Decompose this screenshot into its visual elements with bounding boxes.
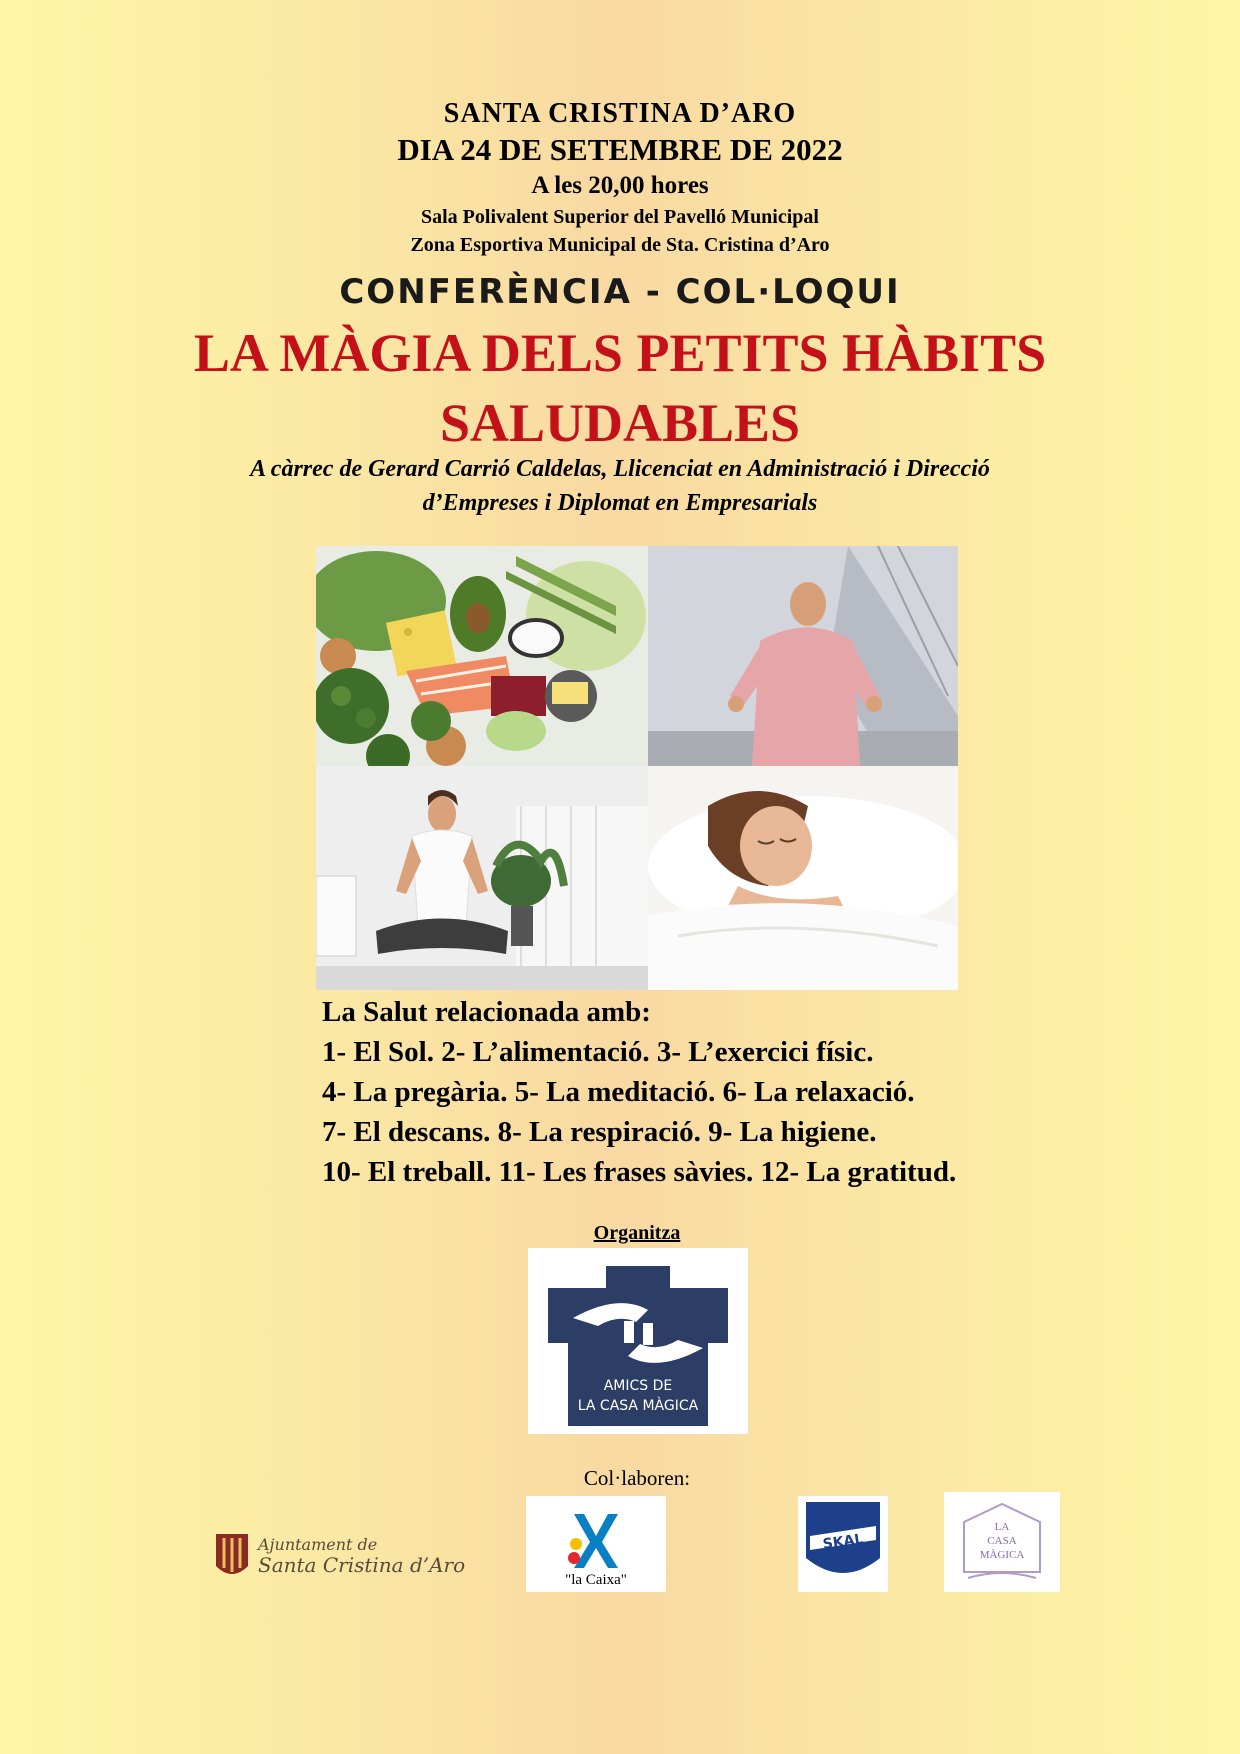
meditation-woman-photo	[316, 766, 648, 990]
jogging-woman-photo	[648, 546, 958, 766]
skal-text: SKAL	[821, 1531, 865, 1553]
event-subtitle: CONFERÈNCIA - COL·LOQUI	[339, 272, 901, 312]
sleeping-woman-photo	[648, 766, 958, 990]
health-habits-list	[322, 992, 1182, 1192]
ajuntament-line-2: Santa Cristina d’Aro	[258, 1553, 466, 1577]
la-caixa-logo	[526, 1496, 666, 1592]
caixa-text: "la Caixa"	[565, 1572, 627, 1588]
event-title-line-2: SALUDABLES	[439, 393, 801, 453]
casa-text-2: CASA	[987, 1535, 1017, 1547]
habits-line: 10- El treball. 11- Les frases sàvies. 12- La gratitud.	[322, 1156, 957, 1188]
skal-logo	[798, 1496, 888, 1592]
town-name: SANTA CRISTINA D’ARO	[443, 98, 797, 129]
organizer-label: Organitza	[593, 1222, 681, 1244]
speaker-line-2: d’Empreses i Diplomat en Empresarials	[422, 490, 818, 516]
healthy-food-photo	[316, 546, 648, 766]
habits-line: 1- El Sol. 2- L’alimentació. 3- L’exercici físic.	[322, 1036, 874, 1068]
venue-line-1: Sala Polivalent Superior del Pavelló Municipal	[421, 206, 819, 228]
ajuntament-logo	[212, 1530, 482, 1586]
venue-line-2: Zona Esportiva Municipal de Sta. Cristina d’Aro	[410, 234, 830, 256]
speaker-line-1: A càrrec de Gerard Carrió Caldelas, Llicenciat en Administració i Direcció	[250, 456, 990, 482]
ajuntament-line-1: Ajuntament de	[258, 1535, 378, 1554]
habits-intro: La Salut relacionada amb:	[322, 996, 651, 1028]
la-casa-magica-logo	[944, 1492, 1060, 1592]
logo-text-line-2: LA CASA MÀGICA	[577, 1398, 699, 1414]
event-title-line-1: LA MÀGIA DELS PETITS HÀBITS	[193, 323, 1047, 383]
logo-text-line-1: AMICS DE	[603, 1378, 673, 1394]
collaborators-label: Col·laboren:	[583, 1466, 691, 1490]
event-date: DIA 24 DE SETEMBRE DE 2022	[397, 132, 843, 167]
event-time: A les 20,00 hores	[531, 172, 709, 199]
habits-line: 7- El descans. 8- La respiració. 9- La higiene.	[322, 1116, 877, 1148]
habits-line: 4- La pregària. 5- La meditació. 6- La relaxació.	[322, 1076, 915, 1108]
amics-casa-magica-logo	[528, 1248, 748, 1434]
casa-text-1: LA	[994, 1521, 1010, 1533]
casa-text-3: MÀGICA	[979, 1549, 1025, 1561]
